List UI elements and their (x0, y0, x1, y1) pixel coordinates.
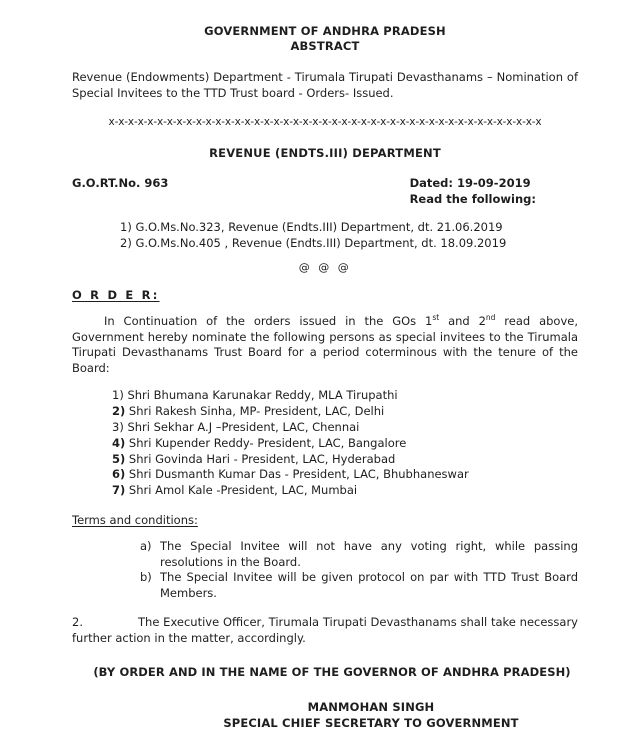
ordinal-2nd: nd (485, 313, 496, 323)
terms-list (72, 539, 578, 601)
separator-rule: x-x-x-x-x-x-x-x-x-x-x-x-x-x-x-x-x-x-x-x-x-x-x-x-x-x-x-x-x-x-x-x-x-x-x-x-x-x-x-x-x-x-x-x-x (108, 116, 542, 128)
signature-block (72, 699, 578, 731)
nominee-item (112, 404, 578, 420)
term-text: The Special Invitee will be given protocol on par with TTD Trust Board Members. (160, 570, 578, 600)
nominee-number: 4) (112, 435, 126, 450)
read-the-following-label: Read the following: (409, 191, 536, 206)
clause-two-number: 2. (72, 615, 83, 630)
nominee-text: Shri Dusmanth Kumar Das - President, LAC, Bhubhaneswar (128, 467, 469, 482)
subject-line: Revenue (Endowments) Department - Tirumala Tirupati Devasthanams – Nomination of Special Invitees to the TTD Trust board - Orders- Issued. (72, 70, 578, 100)
nominee-text: Shri Rakesh Sinha, MP- President, LAC, Delhi (128, 404, 385, 419)
reference-list (72, 220, 578, 251)
at-marker: @ @ @ (298, 261, 352, 274)
nominee-number: 3) (112, 419, 124, 434)
reference-item: 2) G.O.Ms.No.405 , Revenue (Endts.III) Department, dt. 18.09.2019 (120, 235, 507, 250)
terms-heading: Terms and conditions: (72, 512, 198, 527)
signatory-designation: SPECIAL CHIEF SECRETARY TO GOVERNMENT (223, 715, 519, 730)
nominee-item (112, 436, 578, 452)
nominee-text: Shri Bhumana Karunakar Reddy, MLA Tirupathi (127, 388, 398, 403)
order-meta-right (410, 176, 536, 207)
term-item (140, 539, 578, 570)
nominee-item (112, 452, 578, 468)
term-text: The Special Invitee will not have any voting right, while passing resolutions in the Board. (160, 538, 578, 569)
by-order-line: (BY ORDER AND IN THE NAME OF THE GOVERNOR OF ANDHRA PRADESH) (93, 664, 571, 679)
nominee-number: 1) (112, 388, 124, 403)
clause-two (72, 615, 578, 646)
order-heading-wrap (72, 274, 578, 303)
nominee-number: 5) (112, 451, 126, 466)
order-paragraph-part3: read above, Government hereby nominate the following persons as special invitees to the Tirumala Tirupati Devasthanams Trust Board for a period coterminous with the tenure of the Board: (72, 314, 578, 375)
nominee-item (112, 483, 578, 499)
nominee-number: 6) (112, 467, 126, 482)
term-label: b) (140, 570, 152, 585)
nominee-number: 7) (112, 483, 126, 498)
nominee-item (112, 388, 578, 404)
department-heading: REVENUE (ENDTS.III) DEPARTMENT (209, 146, 441, 160)
order-heading: O R D E R: (72, 288, 160, 302)
nominee-text: Shri Govinda Hari - President, LAC, Hyderabad (128, 451, 396, 466)
nominee-text: Shri Kupender Reddy- President, LAC, Bangalore (128, 435, 407, 450)
document-title: GOVERNMENT OF ANDHRA PRADESH (204, 24, 446, 38)
order-date: Dated: 19-09-2019 (409, 176, 531, 190)
go-number: G.O.RT.No. 963 (72, 176, 169, 190)
nominee-number: 2) (112, 404, 126, 419)
terms-heading-wrap (72, 499, 578, 528)
nominee-item (112, 467, 578, 483)
signatory-name: MANMOHAN SINGH (307, 699, 435, 714)
term-label: a) (140, 538, 152, 553)
reference-item: 1) G.O.Ms.No.323, Revenue (Endts.III) Department, dt. 21.06.2019 (120, 220, 503, 234)
term-item (140, 570, 578, 601)
order-paragraph-part1: In Continuation of the orders issued in the GOs 1 (104, 314, 433, 328)
order-meta-row (72, 176, 578, 207)
nominee-text: Shri Sekhar A.J –President, LAC, Chennai (127, 419, 360, 434)
clause-two-text: The Executive Officer, Tirumala Tirupati Devasthanams shall take necessary further action in the matter, accordingly. (72, 615, 578, 645)
nominee-item (112, 420, 578, 436)
order-paragraph-part2: and 2 (439, 314, 486, 328)
nominee-text: Shri Amol Kale -President, LAC, Mumbai (128, 483, 358, 498)
ordinal-1st: st (432, 313, 440, 323)
nominee-list (72, 388, 578, 499)
document-subtitle: ABSTRACT (290, 39, 360, 53)
order-paragraph (72, 314, 578, 376)
